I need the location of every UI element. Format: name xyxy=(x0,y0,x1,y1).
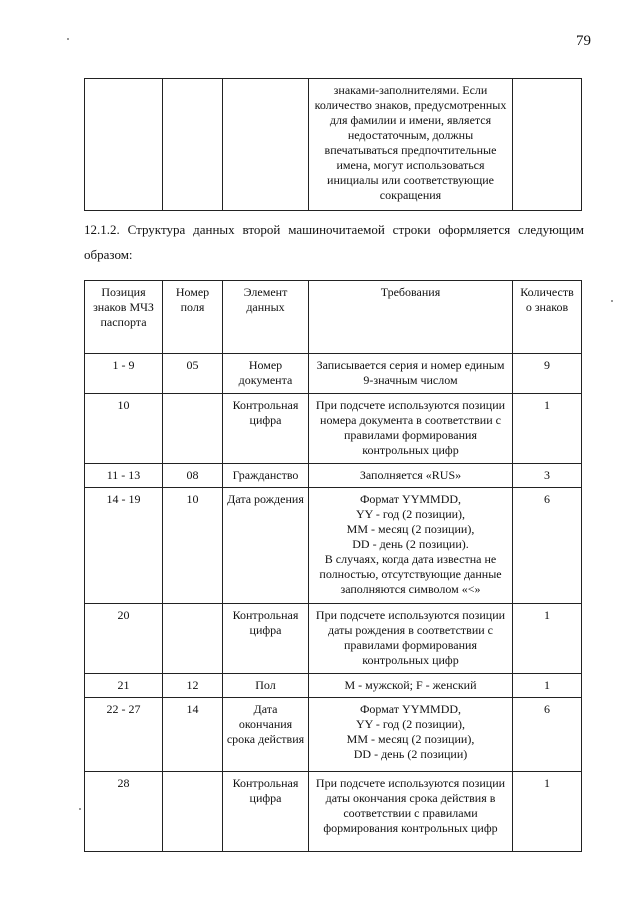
table-cell xyxy=(85,79,163,211)
cell-field-number xyxy=(163,772,223,852)
cell-requirements: При подсчете используются позиции даты окончания срока действия в соответствии с правилами формирования контрольных цифр xyxy=(309,772,513,852)
cell-count: 3 xyxy=(513,464,582,488)
cell-requirements: M - мужской; F - женский xyxy=(309,674,513,698)
scan-speck xyxy=(67,38,69,40)
table-cell xyxy=(513,79,582,211)
cell-field-number: 10 xyxy=(163,488,223,604)
table-row xyxy=(85,674,582,698)
cell-requirements: Формат YYMMDD, YY - год (2 позиции), MM - месяц (2 позиции), DD - день (2 позиции) xyxy=(309,698,513,772)
mrz-line2-table xyxy=(84,280,582,852)
cell-count: 1 xyxy=(513,772,582,852)
table-cell xyxy=(163,79,223,211)
table-row xyxy=(85,354,582,394)
cell-position: 28 xyxy=(85,772,163,852)
cell-field-number: 05 xyxy=(163,354,223,394)
cell-data-element: Пол xyxy=(223,674,309,698)
header-position: Позиция знаков МЧЗ паспорта xyxy=(85,281,163,354)
cell-field-number xyxy=(163,604,223,674)
cell-requirements: При подсчете используются позиции даты рождения в соответствии с правилами формирования контрольных цифр xyxy=(309,604,513,674)
continued-table xyxy=(84,78,582,211)
table-row xyxy=(85,604,582,674)
cell-data-element: Контрольная цифра xyxy=(223,604,309,674)
cell-count: 1 xyxy=(513,394,582,464)
cell-position: 20 xyxy=(85,604,163,674)
table-row xyxy=(85,79,582,211)
header-data-element: Элемент данных xyxy=(223,281,309,354)
cell-data-element: Номер документа xyxy=(223,354,309,394)
cell-field-number: 14 xyxy=(163,698,223,772)
cell-requirements: Формат YYMMDD, YY - год (2 позиции), MM - месяц (2 позиции), DD - день (2 позиции). В случаях, когда дата известна не полностью, отсутствующие данные заполняются символом «<» xyxy=(309,488,513,604)
cell-count: 6 xyxy=(513,698,582,772)
cell-position: 21 xyxy=(85,674,163,698)
cell-count: 1 xyxy=(513,604,582,674)
page-number: 79 xyxy=(576,33,591,49)
cell-data-element: Дата окончания срока действия xyxy=(223,698,309,772)
cell-field-number: 08 xyxy=(163,464,223,488)
table-row xyxy=(85,772,582,852)
cell-data-element: Дата рождения xyxy=(223,488,309,604)
header-count: Количеств о знаков xyxy=(513,281,582,354)
cell-data-element: Гражданство xyxy=(223,464,309,488)
scan-speck xyxy=(611,300,613,302)
cell-field-number xyxy=(163,394,223,464)
header-field-number: Номер поля xyxy=(163,281,223,354)
cell-position: 22 - 27 xyxy=(85,698,163,772)
cell-data-element: Контрольная цифра xyxy=(223,772,309,852)
section-paragraph: 12.1.2. Структура данных второй машиночитаемой строки оформляется следующим образом: xyxy=(84,222,584,262)
cell-requirements: При подсчете используются позиции номера документа в соответствии с правилами формирования контрольных цифр xyxy=(309,394,513,464)
cell-position: 14 - 19 xyxy=(85,488,163,604)
header-requirements: Требования xyxy=(309,281,513,354)
table-row xyxy=(85,394,582,464)
cell-data-element: Контрольная цифра xyxy=(223,394,309,464)
cell-requirements: Записывается серия и номер единым 9-значным числом xyxy=(309,354,513,394)
cell-field-number: 12 xyxy=(163,674,223,698)
requirement-cell: знаками-заполнителями. Если количество знаков, предусмотренных для фамилии и имени, является недостаточным, должны впечатываться предпочтительные имена, могут использоваться инициалы или соответствующие сокращения xyxy=(309,79,513,211)
cell-count: 6 xyxy=(513,488,582,604)
cell-position: 11 - 13 xyxy=(85,464,163,488)
table-row xyxy=(85,488,582,604)
header-row xyxy=(85,281,582,354)
cell-position: 1 - 9 xyxy=(85,354,163,394)
table-row xyxy=(85,698,582,772)
table-row xyxy=(85,464,582,488)
cell-count: 1 xyxy=(513,674,582,698)
cell-requirements: Заполняется «RUS» xyxy=(309,464,513,488)
scan-speck xyxy=(79,808,81,810)
table-cell xyxy=(223,79,309,211)
cell-position: 10 xyxy=(85,394,163,464)
cell-count: 9 xyxy=(513,354,582,394)
